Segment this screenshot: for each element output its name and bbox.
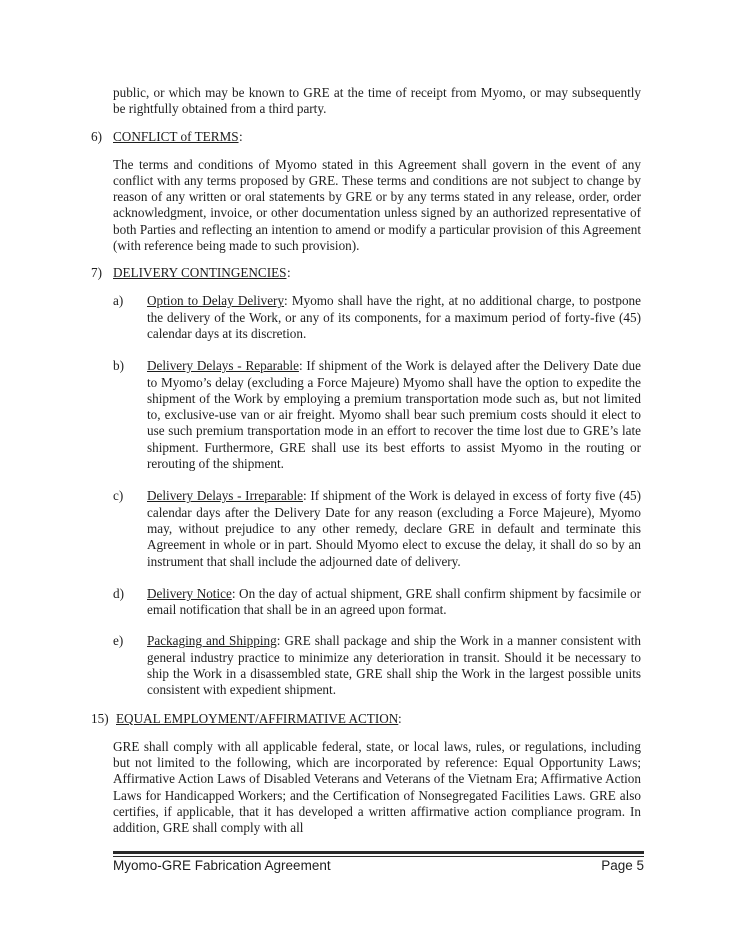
section-number: 7) <box>91 265 102 281</box>
list-item <box>0 633 735 698</box>
item-letter: e) <box>113 633 124 649</box>
footer-page-number: Page 5 <box>601 858 644 873</box>
item-text <box>147 488 641 569</box>
item-lead: Delivery Delays - Irreparable <box>147 488 304 504</box>
list-item <box>0 293 735 342</box>
item-body: : If shipment of the Work is delayed after the Delivery Date due to Myomo’s delay (excluding a Force Majeure) Myomo shall have the option to expedite the shipment of the Work by employing a premium transportation mode such as, but not limited to, exclusive-use van or air freight. Myomo shall bear such premium costs should it elect to use such premium transportation mode in an effort to recover the time lost due to GRE’s late shipment. Furthermore, GRE shall use its best efforts to assist Myomo in the routing or rerouting of the shipment. <box>147 358 642 472</box>
section-title-text: CONFLICT of TERMS <box>113 128 239 144</box>
section-title <box>116 711 398 727</box>
footer-rule-thin <box>113 856 644 857</box>
item-lead: Delivery Delays - Reparable <box>147 358 299 374</box>
item-body: : On the day of actual shipment, GRE shall confirm shipment by facsimile or email notification that shall be in an agreed upon format. <box>147 585 641 618</box>
item-body: : If shipment of the Work is delayed in excess of forty five (45) calendar days after the Delivery Date for any reason (excluding a Force Majeure), Myomo may, without prejudice to any other remedy, declare GRE in default and terminate this Agreement in whole or in part. Should Myomo elect to excuse the delay, it shall do so by an instrument that shall include the adjourned date of delivery. <box>147 488 641 569</box>
item-lead: Option to Delay Delivery <box>147 293 285 309</box>
footer-rule-thick <box>113 851 644 854</box>
section-number: 6) <box>91 128 102 144</box>
item-letter: c) <box>113 488 124 504</box>
section-15-paragraph: GRE shall comply with all applicable federal, state, or local laws, rules, or regulations, including but not limited to the following, which are incorporated by reference: Equal Opportunity Laws; Affirmative Action Laws of Disabled Veterans and Veterans of the Vietnam Era; Affirmative Action Laws for Handicapped Workers; and the Certification of Nonsegregated Facilities Laws. GRE also certifies, if applicable, that it has developed a written affirmative action compliance program. In addition, GRE shall comply with all <box>113 738 641 836</box>
list-item <box>0 488 735 569</box>
section-6-heading <box>91 129 735 145</box>
page-body <box>0 85 735 836</box>
item-letter: a) <box>113 293 124 309</box>
section-title <box>113 129 239 145</box>
section-number: 15) <box>91 710 109 726</box>
item-text <box>147 586 641 619</box>
item-text <box>147 633 641 698</box>
section-title-text: EQUAL EMPLOYMENT/AFFIRMATIVE ACTION <box>116 710 399 726</box>
item-letter: b) <box>113 358 124 374</box>
list-item <box>0 358 735 472</box>
section-15-heading <box>91 711 735 727</box>
item-body: : Myomo shall have the right, at no additional charge, to postpone the delivery of the Work, or any of its components, for a maximum period of forty-five (45) calendar days at its discretion. <box>147 293 642 341</box>
list-item <box>0 586 735 619</box>
footer-document-title: Myomo-GRE Fabrication Agreement <box>113 858 331 873</box>
section-title <box>113 265 287 281</box>
section-title-text: DELIVERY CONTINGENCIES <box>113 265 287 281</box>
section-7-heading <box>91 265 735 281</box>
item-letter: d) <box>113 585 124 601</box>
item-lead: Packaging and Shipping <box>147 633 277 649</box>
item-text <box>147 358 641 472</box>
item-text <box>147 293 641 342</box>
intro-paragraph: public, or which may be known to GRE at the time of receipt from Myomo, or may subsequently be rightfully obtained from a third party. <box>113 85 641 117</box>
section-colon: : <box>239 128 243 144</box>
section-colon: : <box>398 710 402 726</box>
item-lead: Delivery Notice <box>147 585 232 601</box>
item-body: : GRE shall package and ship the Work in a manner consistent with general industry practice to minimize any deterioration in transit. Should it be necessary to ship the Work in a disassembled state, GRE shall ship the Work in the largest possible units consistent with expedient shipment. <box>147 633 641 698</box>
section-6-paragraph: The terms and conditions of Myomo stated in this Agreement shall govern in the event of any conflict with any terms proposed by GRE. These terms and conditions are not subject to change by reason of any written or oral statements by GRE or by any terms stated in any release, order, order acknowledgment, invoice, or other documentation unless signed by an authorized representative of both Parties and reflecting an intention to amend or modify a particular provision of this Agreement (with reference being made to such provision). <box>113 156 641 254</box>
section-colon: : <box>287 265 291 281</box>
